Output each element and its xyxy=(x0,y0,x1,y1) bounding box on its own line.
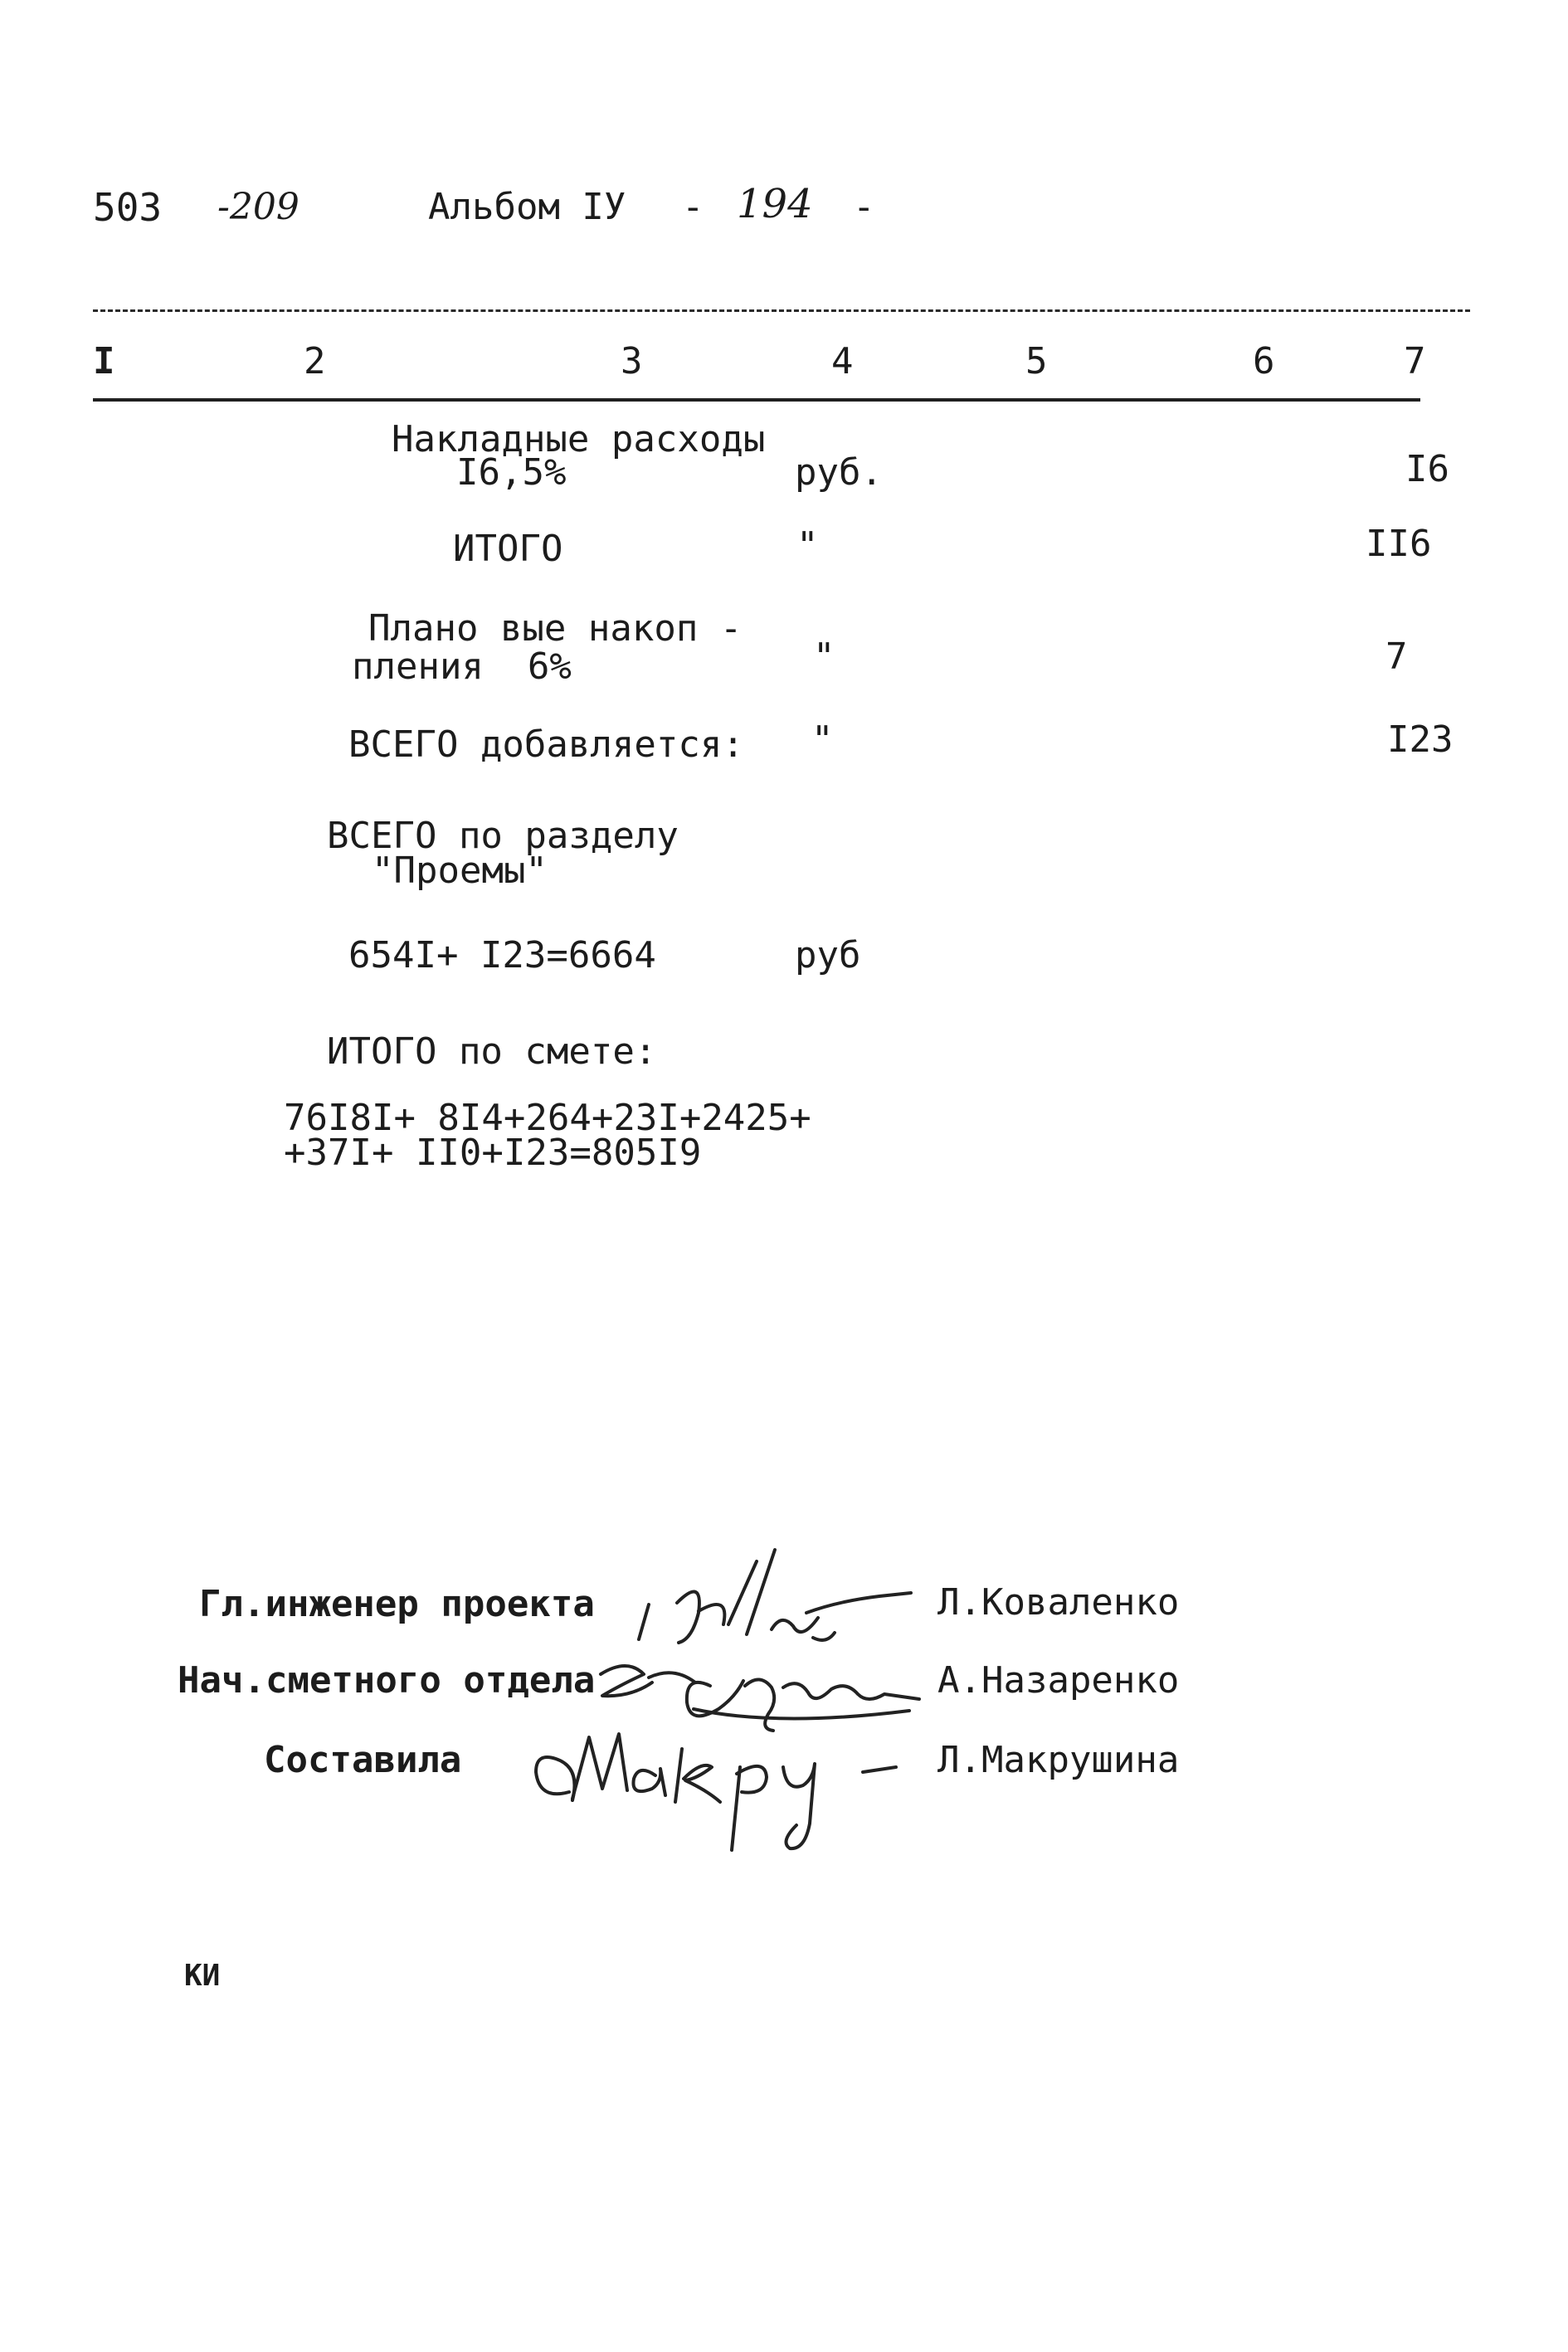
row-section-label: ВСЕГО по разделу xyxy=(327,815,679,857)
column-number-4: 4 xyxy=(831,340,854,382)
row-section-calc: 654I+ I23=6664 xyxy=(348,934,656,976)
row-planned-value: 7 xyxy=(1385,635,1408,678)
estimate-head-name: А.Назаренко xyxy=(937,1659,1180,1702)
row-overhead-unit: руб. xyxy=(795,451,883,494)
estimate-calc-line1: 76I8I+ 8I4+264+23I+2425+ xyxy=(284,1097,811,1139)
table-top-rule xyxy=(93,309,1470,312)
column-header-rule xyxy=(93,398,1420,402)
row-overhead-label: Накладные расходы xyxy=(392,418,766,460)
chief-engineer-position: Гл.инженер проекта xyxy=(199,1583,595,1625)
page-number: 194 xyxy=(737,181,813,227)
row-total-label: ИТОГО xyxy=(453,528,563,570)
row-planned-unit: " xyxy=(813,635,835,678)
column-number-7: 7 xyxy=(1404,340,1426,382)
row-added-unit: " xyxy=(811,718,834,761)
column-number-1: I xyxy=(93,340,115,382)
estimate-head-position: Нач.сметного отдела xyxy=(178,1659,596,1702)
compiler-name: Л.Макрушина xyxy=(937,1739,1180,1781)
album-title: Альбом IУ xyxy=(428,186,626,228)
footer-mark: КИ xyxy=(184,1959,221,1993)
chief-engineer-signature xyxy=(631,1543,929,1659)
column-number-2: 2 xyxy=(304,340,326,382)
row-planned-label: Плано вые накоп - xyxy=(368,607,743,650)
row-overhead-value: I6 xyxy=(1405,448,1449,490)
header-dash-left: - xyxy=(682,186,704,228)
row-overhead-percent: I6,5% xyxy=(456,451,567,494)
issue-number: -209 xyxy=(217,186,299,228)
row-total-value: II6 xyxy=(1366,523,1432,565)
column-number-6: 6 xyxy=(1253,340,1275,382)
chief-engineer-name: Л.Коваленко xyxy=(937,1581,1180,1624)
row-planned-percent: пления 6% xyxy=(352,645,572,688)
header-dash-right: - xyxy=(853,186,875,228)
row-added-value: I23 xyxy=(1387,718,1454,761)
row-added-label: ВСЕГО добавляется: xyxy=(348,723,744,766)
column-number-5: 5 xyxy=(1025,340,1048,382)
estimate-total-label: ИТОГО по смете: xyxy=(327,1030,657,1073)
row-section-name: "Проемы" xyxy=(372,850,548,892)
compiler-signature xyxy=(523,1709,921,1858)
row-total-unit: " xyxy=(796,524,819,567)
row-section-unit: руб xyxy=(795,934,861,976)
column-number-3: 3 xyxy=(621,340,643,382)
compiler-position: Составила xyxy=(264,1739,462,1781)
series-number: 503 xyxy=(93,185,163,230)
estimate-calc-line2: +37I+ II0+I23=805I9 xyxy=(284,1132,702,1174)
